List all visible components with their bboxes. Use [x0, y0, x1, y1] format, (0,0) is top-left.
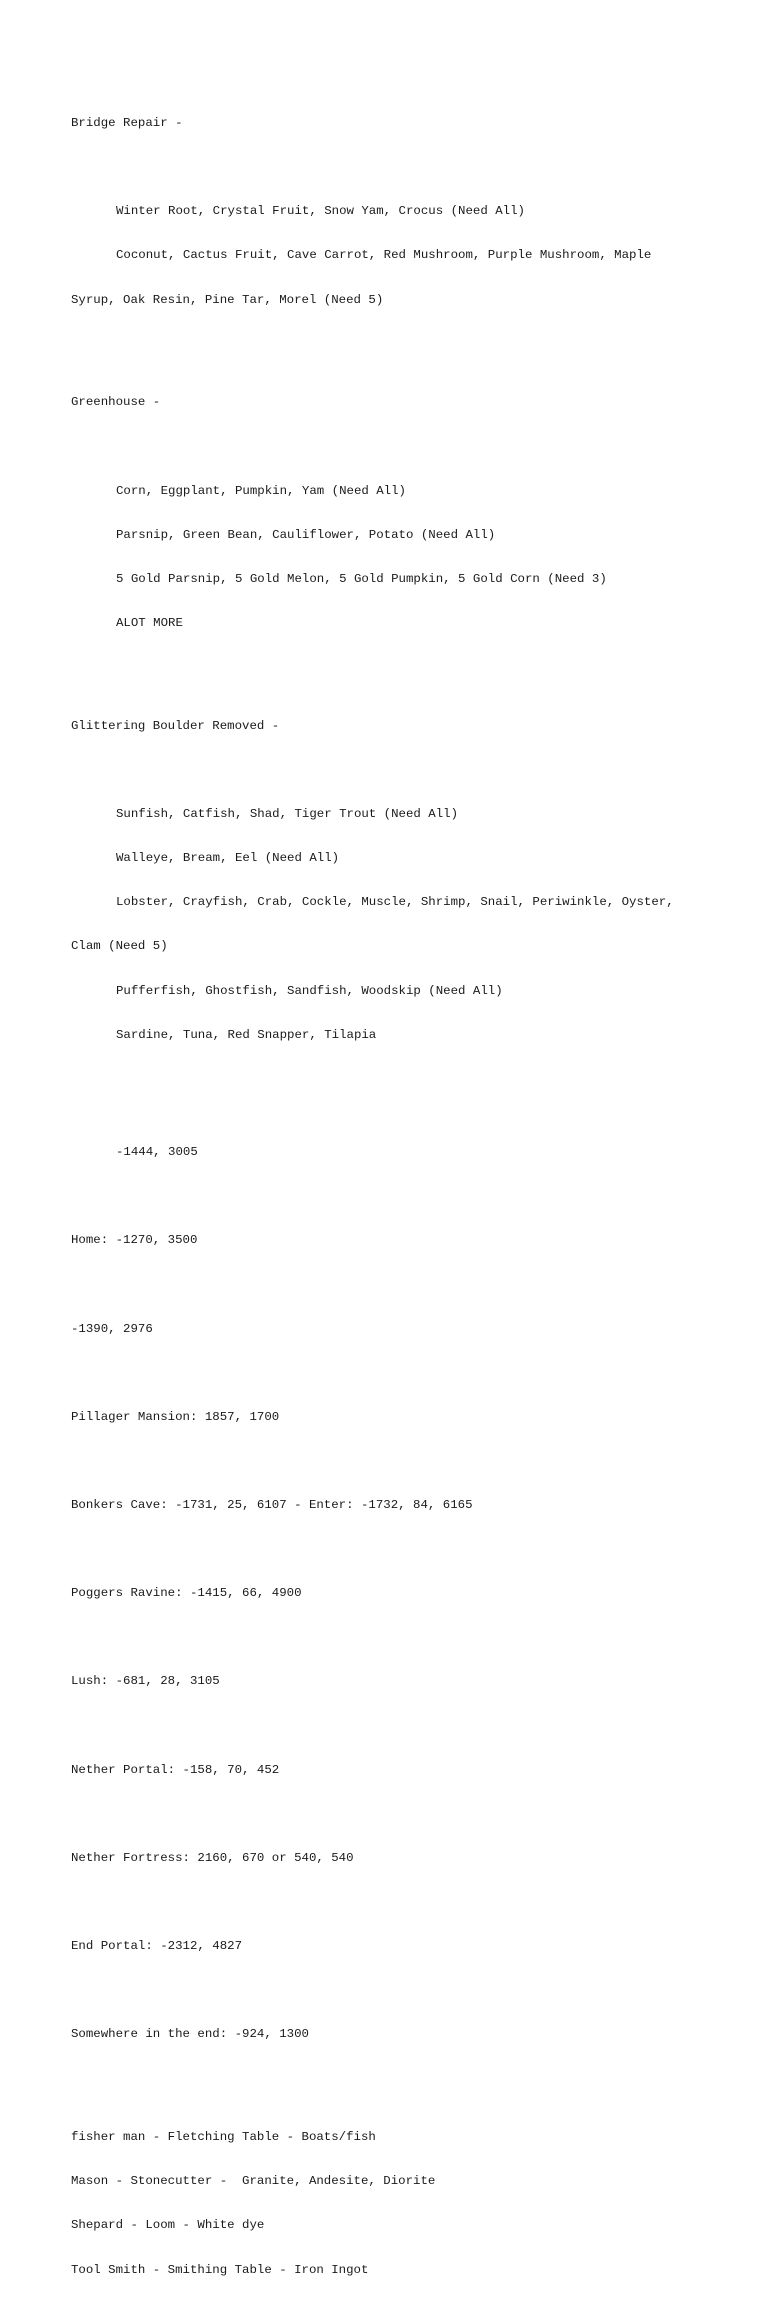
greenhouse-line-4: ALOT MORE: [116, 615, 183, 630]
section-heading-glittering-boulder: Glittering Boulder Removed -: [71, 718, 280, 733]
coord-end-portal: End Portal: -2312, 4827: [71, 1939, 243, 1954]
coord-line-1: -1444, 3005: [116, 1145, 198, 1160]
spacer: [71, 660, 711, 675]
spacer: [71, 1454, 711, 1469]
spacer: [71, 160, 711, 175]
boulder-line-3a: Lobster, Crayfish, Crab, Cockle, Muscle, Shrimp, Snail, Periwinkle, Oyster,: [116, 895, 674, 910]
spacer: [71, 1895, 711, 1910]
spacer: [71, 1983, 711, 1998]
coord-somewhere-in-end: Somewhere in the end: -924, 1300: [71, 2027, 309, 2042]
spacer: [71, 1542, 711, 1557]
spacer: [71, 1719, 711, 1734]
spacer: [71, 1366, 711, 1381]
spacer: [71, 1072, 711, 1101]
spacer: [71, 440, 711, 455]
spacer: [71, 1630, 711, 1645]
villager-shepard: Shepard - Loom - White dye: [71, 2218, 265, 2233]
spacer: [71, 1278, 711, 1293]
villager-mason: Mason - Stonecutter - Granite, Andesite, Diorite: [71, 2174, 436, 2189]
document-body: [71, 72, 711, 2307]
greenhouse-line-2: Parsnip, Green Bean, Cauliflower, Potato (Need All): [116, 527, 496, 542]
coord-poggers-ravine: Poggers Ravine: -1415, 66, 4900: [71, 1586, 302, 1601]
spacer: [71, 2071, 711, 2086]
boulder-line-4: Pufferfish, Ghostfish, Sandfish, Woodskip (Need All): [116, 983, 503, 998]
coord-line-2: -1390, 2976: [71, 1321, 153, 1336]
coord-pillager-mansion: Pillager Mansion: 1857, 1700: [71, 1409, 280, 1424]
villager-tool-smith: Tool Smith - Smithing Table - Iron Ingot: [71, 2262, 369, 2277]
coord-home: Home: -1270, 3500: [71, 1233, 198, 1248]
boulder-line-1: Sunfish, Catfish, Shad, Tiger Trout (Need All): [116, 807, 459, 822]
coord-nether-portal: Nether Portal: -158, 70, 452: [71, 1762, 280, 1777]
spacer: [71, 1189, 711, 1204]
coord-bonkers-cave: Bonkers Cave: -1731, 25, 6107 - Enter: -1732, 84, 6165: [71, 1498, 473, 1513]
section-heading-bridge-repair: Bridge Repair -: [71, 116, 183, 131]
villager-fisher-man: fisher man - Fletching Table - Boats/fish: [71, 2130, 376, 2145]
boulder-line-5: Sardine, Tuna, Red Snapper, Tilapia: [116, 1027, 377, 1042]
boulder-line-2: Walleye, Bream, Eel (Need All): [116, 851, 340, 866]
spacer: [71, 337, 711, 352]
greenhouse-line-1: Corn, Eggplant, Pumpkin, Yam (Need All): [116, 483, 406, 498]
spacer: [71, 1807, 711, 1822]
section-heading-greenhouse: Greenhouse -: [71, 395, 161, 410]
spacer: [71, 763, 711, 778]
greenhouse-line-3: 5 Gold Parsnip, 5 Gold Melon, 5 Gold Pumpkin, 5 Gold Corn (Need 3): [116, 571, 607, 586]
coord-lush: Lush: -681, 28, 3105: [71, 1674, 220, 1689]
bridge-line-2a: Coconut, Cactus Fruit, Cave Carrot, Red Mushroom, Purple Mushroom, Maple: [116, 248, 652, 263]
boulder-line-3b: Clam (Need 5): [71, 939, 168, 954]
bridge-line-2b: Syrup, Oak Resin, Pine Tar, Morel (Need 5): [71, 292, 384, 307]
coord-nether-fortress: Nether Fortress: 2160, 670 or 540, 540: [71, 1850, 354, 1865]
bridge-line-1: Winter Root, Crystal Fruit, Snow Yam, Crocus (Need All): [116, 204, 525, 219]
